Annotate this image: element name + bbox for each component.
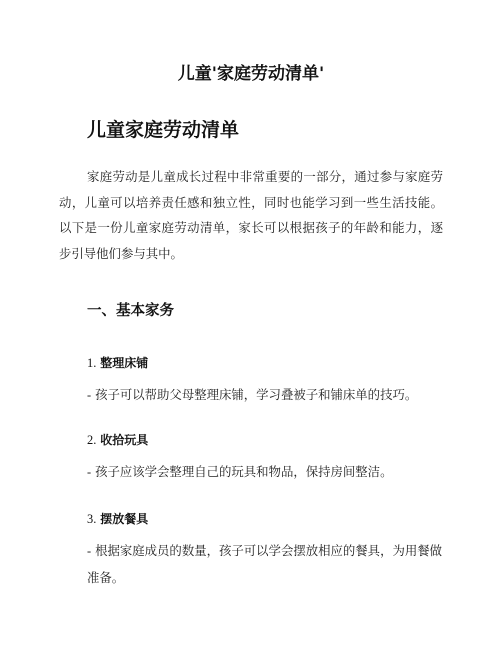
task-bullet-dash: - — [87, 388, 92, 402]
main-heading: 儿童家庭劳动清单 — [87, 119, 240, 141]
section-heading-basic-chores: 一、基本家务 — [87, 303, 174, 319]
task-description-text: 孩子应该学会整理自己的玩具和物品，保持房间整洁。 — [95, 464, 393, 479]
task-name: 收拾玩具 — [100, 433, 149, 447]
task-name: 整理床铺 — [100, 356, 149, 370]
task-description — [87, 459, 447, 486]
task-title — [87, 429, 447, 451]
intro-paragraph: 家庭劳动是儿童成长过程中非常重要的一部分，通过参与家庭劳动，儿童可以培养责任感和独立性，同时也能学习到一些生活技能。以下是一份儿童家庭劳动清单，家长可以根据孩子的年龄和能力，逐步引导他们参与其中。 — [59, 169, 443, 261]
task-item-make-bed — [87, 352, 447, 409]
task-description — [87, 382, 447, 409]
task-bullet-dash: - — [87, 544, 92, 558]
task-title — [87, 508, 447, 530]
task-name: 摆放餐具 — [100, 512, 149, 526]
document-title: 儿童'家庭劳动清单' — [177, 64, 325, 84]
task-bullet-dash: - — [87, 465, 92, 479]
task-number: 2. — [87, 433, 97, 447]
task-item-set-table — [87, 508, 447, 590]
task-description-text: 孩子可以帮助父母整理床铺，学习叠被子和铺床单的技巧。 — [95, 387, 418, 402]
task-title — [87, 352, 447, 374]
task-number: 1. — [87, 356, 97, 370]
task-item-tidy-toys — [87, 429, 447, 486]
task-number: 3. — [87, 512, 97, 526]
task-description — [87, 538, 447, 590]
task-description-text: 根据家庭成员的数量，孩子可以学会摆放相应的餐具，为用餐做准备。 — [87, 543, 443, 585]
